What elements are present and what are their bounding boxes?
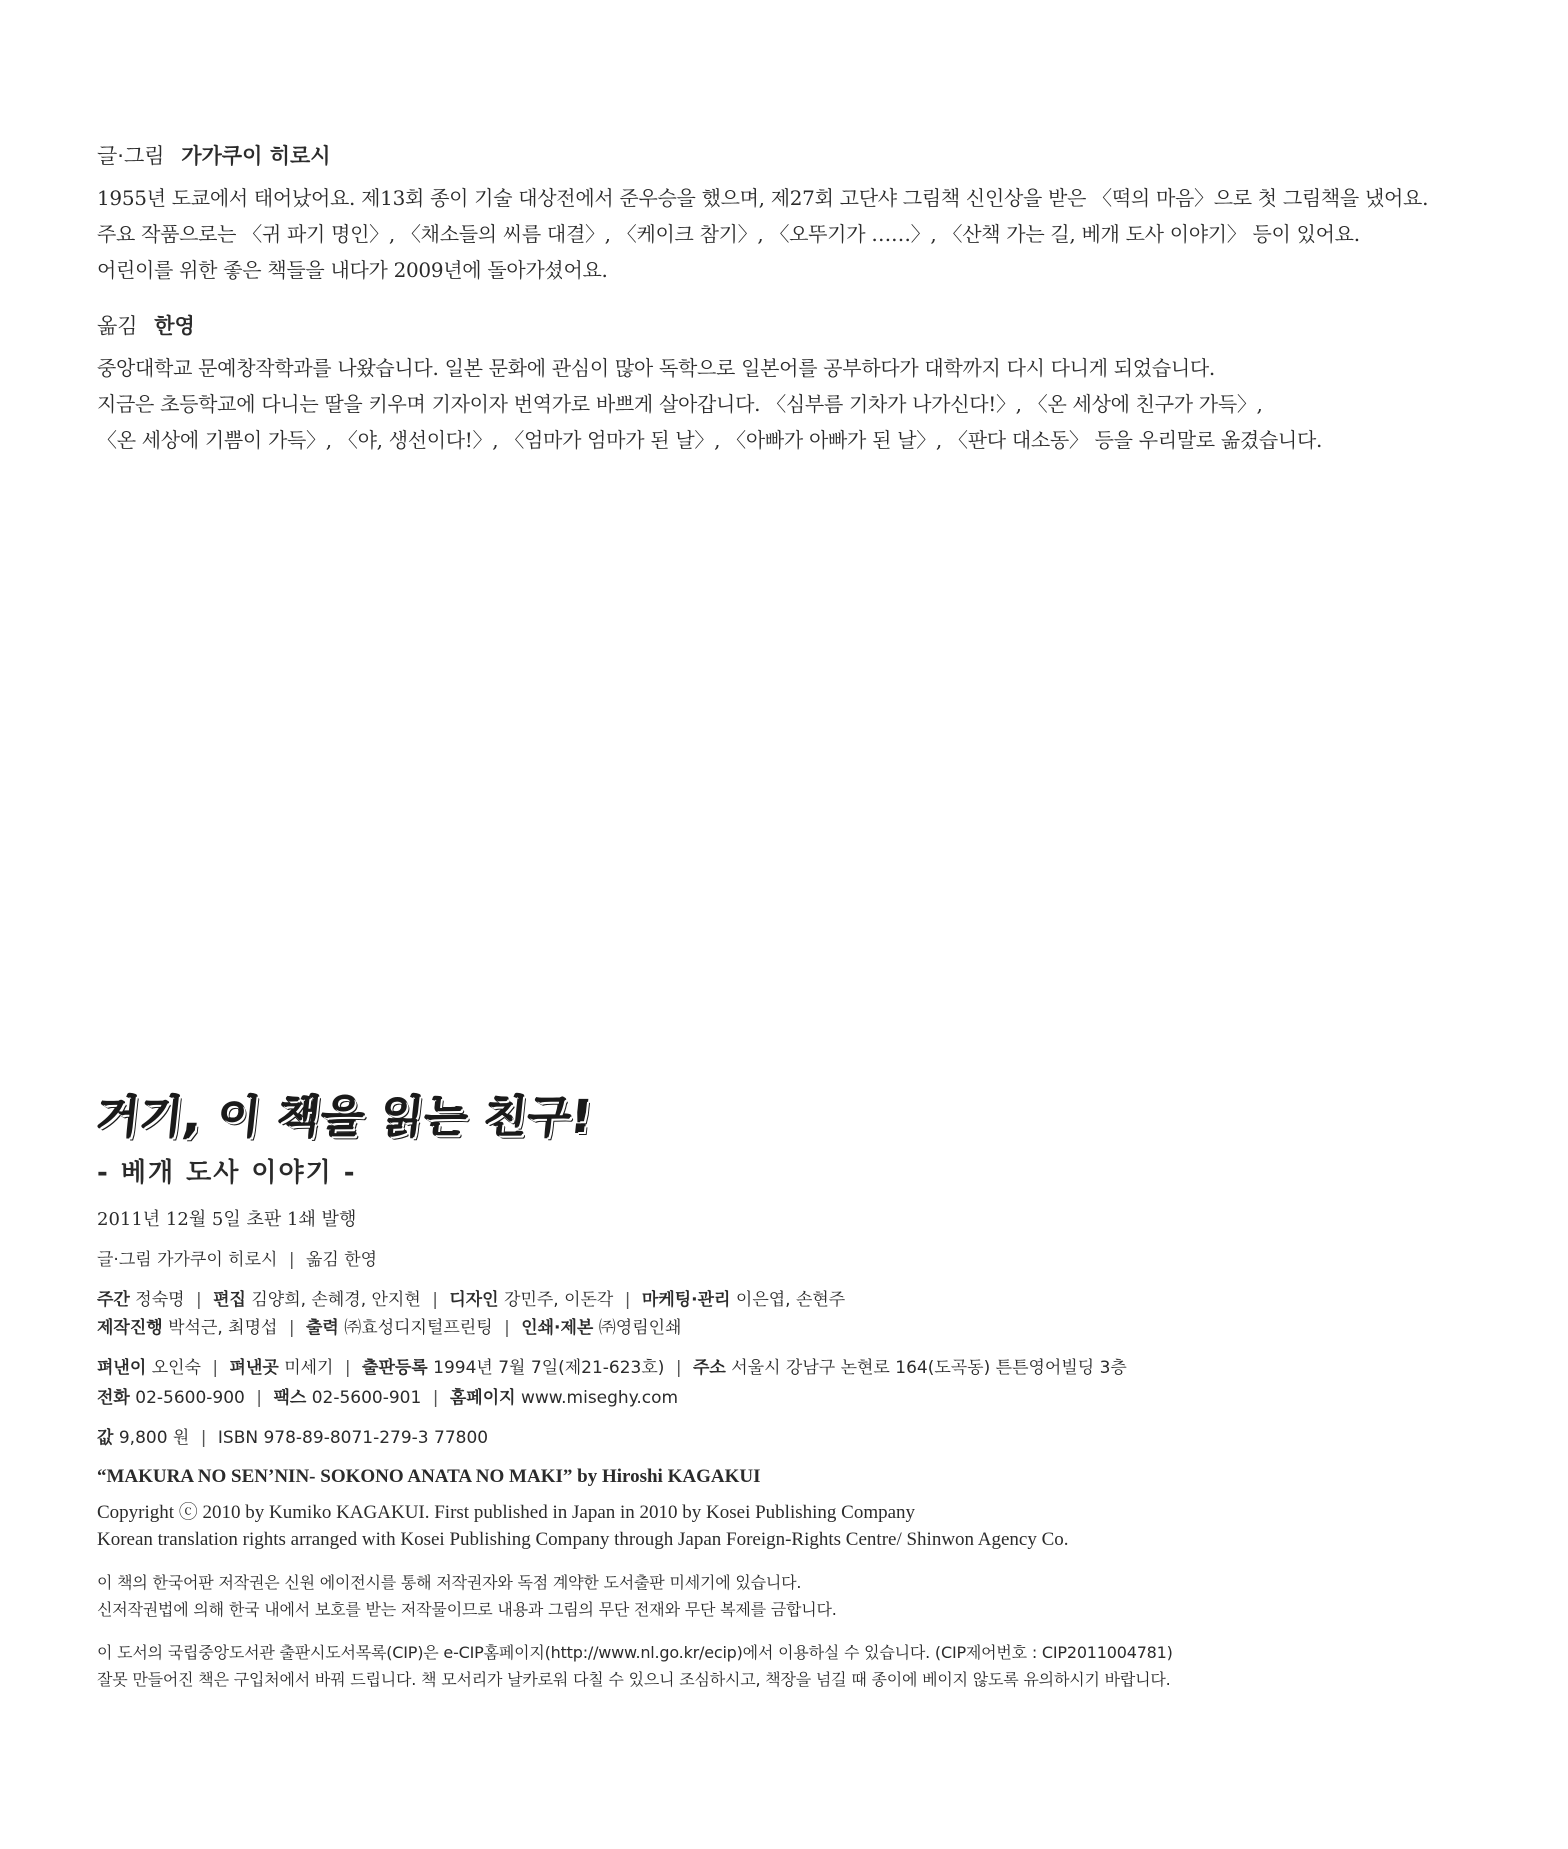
author-name: 가가쿠이 히로시 xyxy=(181,144,331,168)
author-heading xyxy=(97,140,1517,170)
separator: | xyxy=(200,1428,207,1448)
chief-editor: 정숙명 xyxy=(135,1290,185,1310)
staff-line-1 xyxy=(97,1289,1517,1311)
staff-line-2 xyxy=(97,1317,1517,1339)
translator-bio-line: 지금은 초등학교에 다니는 딸을 키우며 기자이자 번역가로 바쁘게 살아갑니다. 〈심부름 기차가 나가신다!〉, 〈온 세상에 친구가 가득〉, xyxy=(97,392,1263,416)
editors: 김양희, 손혜경, 안지현 xyxy=(251,1290,421,1310)
book-subtitle: - 베개 도사 이야기 - xyxy=(97,1158,357,1188)
edition-line: 2011년 12월 5일 초판 1쇄 발행 xyxy=(97,1209,357,1230)
fax-label: 팩스 xyxy=(273,1388,307,1408)
separator: | xyxy=(432,1388,439,1408)
chief-label: 주간 xyxy=(97,1290,130,1310)
output-company: ㈜효성디지털프린팅 xyxy=(344,1318,493,1338)
separator: | xyxy=(212,1358,219,1378)
production-label: 제작진행 xyxy=(97,1318,163,1338)
translator-bio-line: 중앙대학교 문예창작학과를 나왔습니다. 일본 문화에 관심이 많아 독학으로 일본어를 공부하다가 대학까지 다시 다니게 되었습니다. xyxy=(97,356,1215,380)
website-label: 홈페이지 xyxy=(449,1388,516,1408)
editor-label: 편집 xyxy=(213,1290,246,1310)
separator: | xyxy=(504,1318,510,1338)
rights-notice xyxy=(97,1569,1517,1623)
credit-translator-label: 옮김 xyxy=(305,1250,339,1270)
separator: | xyxy=(288,1250,295,1270)
separator: | xyxy=(432,1290,438,1310)
publisher-name: 오인숙 xyxy=(151,1358,201,1378)
translator-role: 옮김 xyxy=(97,314,138,338)
marketing-label: 마케팅·관리 xyxy=(641,1290,731,1310)
designers: 강민주, 이돈각 xyxy=(504,1290,614,1310)
price: 9,800 원 xyxy=(118,1428,190,1448)
cip-notice xyxy=(97,1639,1517,1693)
credit-author-label: 글·그림 xyxy=(97,1250,152,1270)
cip-notice-line: 이 도서의 국립중앙도서관 출판시도서목록(CIP)은 e-CIP홈페이지(http://www.nl.go.kr/ecip)에서 이용하실 수 있습니다. (CIP제어번호 : CIP2011004781) xyxy=(97,1643,1173,1662)
design-label: 디자인 xyxy=(449,1290,499,1310)
translator-heading xyxy=(97,310,1517,340)
print-company: ㈜영림인쇄 xyxy=(598,1318,682,1338)
price-label: 값 xyxy=(97,1428,114,1448)
phone: 02-5600-900 xyxy=(135,1388,245,1408)
rights-notice-line: 이 책의 한국어판 저작권은 신원 에이전시를 통해 저작권자와 독점 계약한 도서출판 미세기에 있습니다. xyxy=(97,1573,802,1592)
original-title: “MAKURA NO SEN’NIN- SOKONO ANATA NO MAKI” by Hiroshi KAGAKUI xyxy=(97,1466,761,1487)
publisher-line-2 xyxy=(97,1387,1517,1409)
translator-name: 한영 xyxy=(154,314,195,338)
publishing-house: 미세기 xyxy=(284,1358,334,1378)
separator: | xyxy=(256,1388,263,1408)
separator: | xyxy=(624,1290,631,1310)
cip-notice-line: 잘못 만들어진 책은 구입처에서 바꿔 드립니다. 책 모서리가 날카로워 다칠 수 있으니 조심하시고, 책장을 넘길 때 종이에 베이지 않도록 유의하시기 바랍니다. xyxy=(97,1670,1171,1689)
fax: 02-5600-901 xyxy=(311,1388,422,1408)
separator: | xyxy=(288,1318,295,1338)
credit-translator: 한영 xyxy=(344,1250,378,1270)
translator-bio xyxy=(97,310,1517,458)
isbn: ISBN 978-89-8071-279-3 77800 xyxy=(217,1428,489,1448)
author-role: 글·그림 xyxy=(97,144,165,168)
separator: | xyxy=(195,1290,202,1310)
credit-author: 가가쿠이 히로시 xyxy=(157,1250,278,1270)
author-bio-line: 주요 작품으로는 〈귀 파기 명인〉, 〈채소들의 씨름 대결〉, 〈케이크 참기〉, 〈오뚜기가 ……〉, 〈산책 가는 길, 베개 도사 이야기〉 등이 있어요. xyxy=(97,222,1360,246)
price-line xyxy=(97,1427,1517,1449)
address-label: 주소 xyxy=(692,1358,726,1378)
copyright-line: Korean translation rights arranged with Kosei Publishing Company through Japan Foreign-Rights Centre/ Shinwon Agency Co. xyxy=(97,1529,1069,1550)
copyright-line: Copyright ⓒ 2010 by Kumiko KAGAKUI. First published in Japan in 2010 by Kosei Publishing Company xyxy=(97,1502,916,1523)
separator: | xyxy=(344,1358,351,1378)
translator-bio-line: 〈온 세상에 기쁨이 가득〉, 〈야, 생선이다!〉, 〈엄마가 엄마가 된 날〉, 〈아빠가 아빠가 된 날〉, 〈판다 대소동〉 등을 우리말로 옮겼습니다. xyxy=(97,428,1323,452)
phone-label: 전화 xyxy=(97,1388,130,1408)
website: www.miseghy.com xyxy=(520,1388,679,1408)
marketing-staff: 이은엽, 손현주 xyxy=(735,1290,846,1310)
publisher-label: 펴낸이 xyxy=(97,1358,147,1378)
series-title: 거기, 이 책을 읽는 친구! xyxy=(94,1092,596,1143)
publisher-line-1 xyxy=(97,1357,1517,1379)
separator: | xyxy=(675,1358,682,1378)
output-label: 출력 xyxy=(306,1318,339,1338)
credits-line xyxy=(97,1249,1517,1271)
rights-notice-line: 신저작권법에 의해 한국 내에서 보호를 받는 저작물이므로 내용과 그림의 무단 전재와 무단 복제를 금합니다. xyxy=(97,1600,837,1619)
author-bio-line: 1955년 도쿄에서 태어났어요. 제13회 종이 기술 대상전에서 준우승을 했으며, 제27회 고단샤 그림책 신인상을 받은 〈떡의 마음〉으로 첫 그림책을 냈어요. xyxy=(97,186,1429,210)
registration-label: 출판등록 xyxy=(362,1358,428,1378)
imprint xyxy=(94,1090,1517,1693)
print-label: 인쇄·제본 xyxy=(521,1318,594,1338)
house-label: 펴낸곳 xyxy=(229,1358,279,1378)
registration: 1994년 7월 7일(제21-623호) xyxy=(433,1358,665,1378)
copyright-block xyxy=(97,1499,1517,1553)
author-bio xyxy=(97,140,1517,288)
production-staff: 박석근, 최명섭 xyxy=(168,1318,278,1338)
address: 서울시 강남구 논현로 164(도곡동) 튼튼영어빌딩 3층 xyxy=(731,1358,1127,1378)
author-bio-line: 어린이를 위한 좋은 책들을 내다가 2009년에 돌아가셨어요. xyxy=(97,258,608,282)
